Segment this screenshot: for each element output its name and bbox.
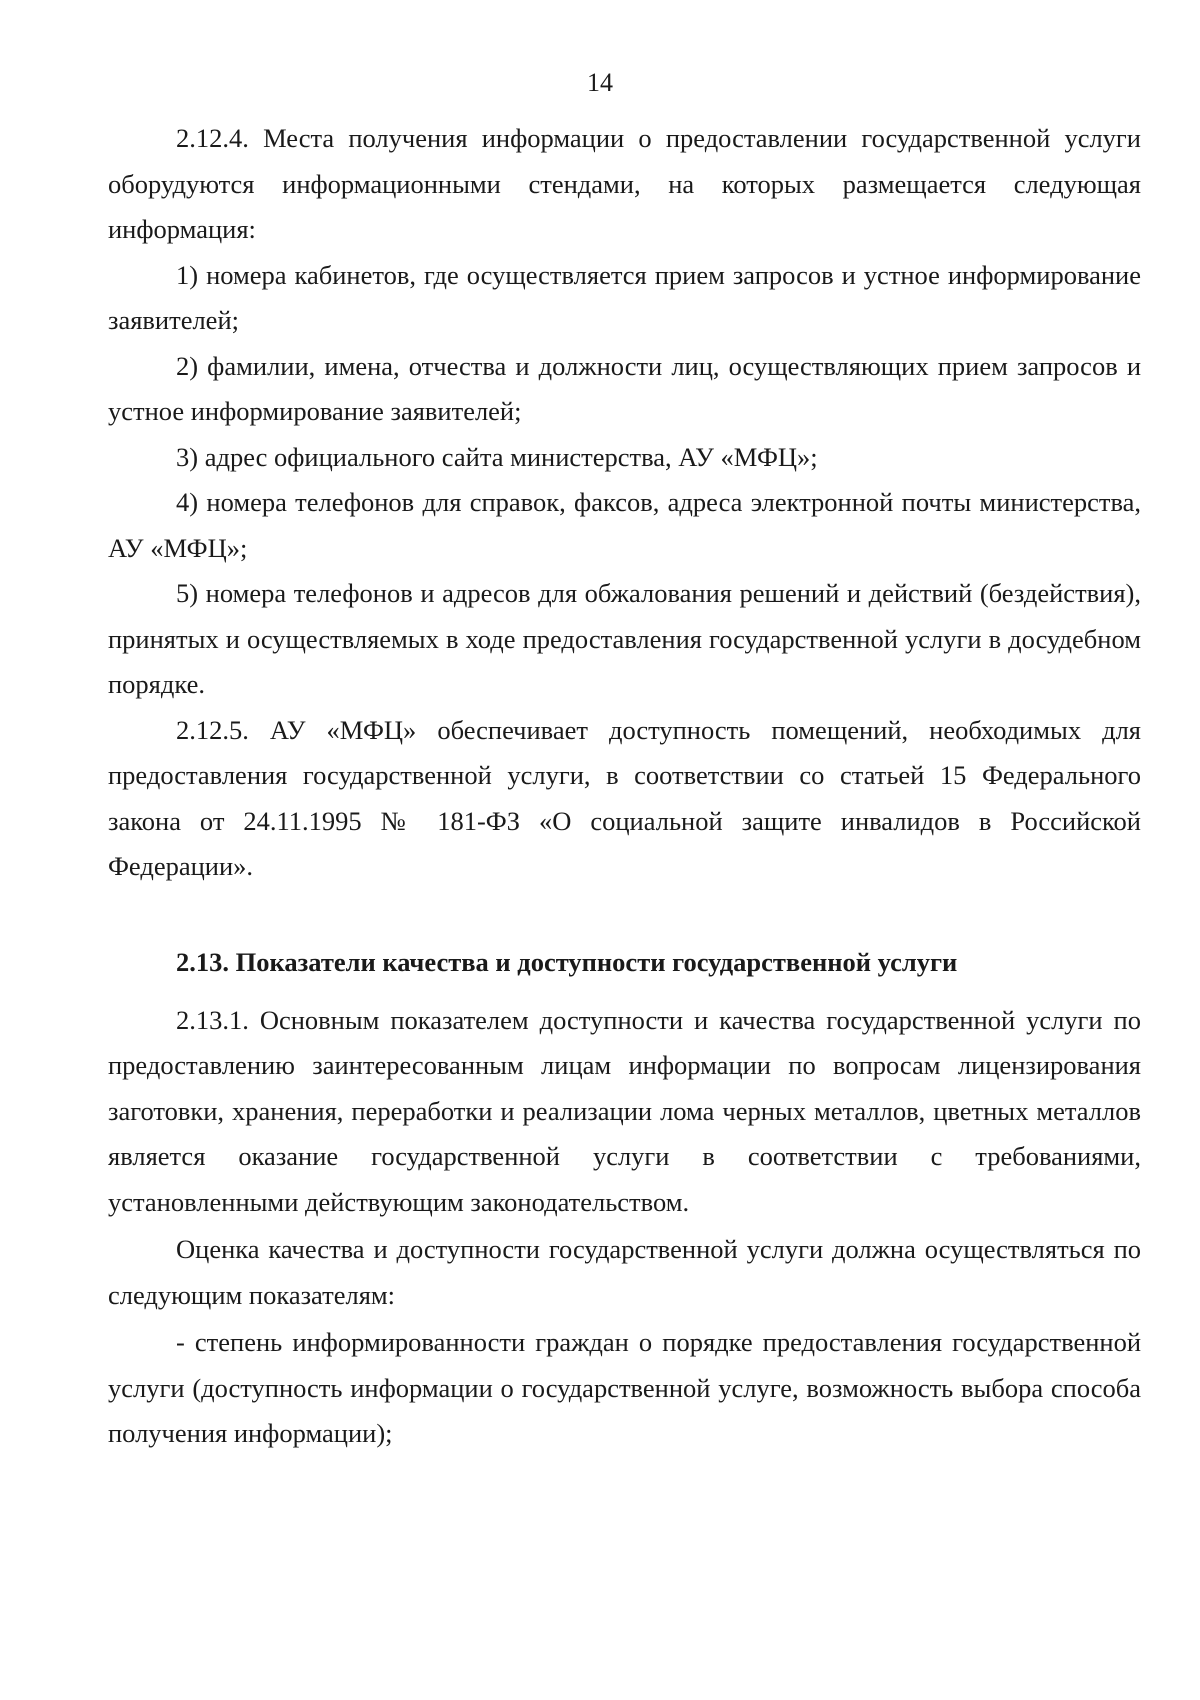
paragraph-assessment: Оценка качества и доступности государственной услуги должна осуществляться по следующим показателям: xyxy=(108,1234,1141,1310)
list-item-2: 2) фамилии, имена, отчества и должности лиц, осуществляющих прием запросов и устное информирование заявителей; xyxy=(108,350,1141,426)
list-item-5: 5) номера телефонов и адресов для обжалования решений и действий (бездействия), принятых и осуществляемых в ходе предоставления государственной услуги в досудебном порядке. xyxy=(108,578,1141,699)
page-number: 14 xyxy=(587,68,613,97)
list-item-indicator: - степень информированности граждан о порядке предоставления государственной услуги (доступность информации о государственной услуге, возможность выбора способа получения информации); xyxy=(108,1327,1141,1448)
list-item-4: 4) номера телефонов для справок, факсов, адреса электронной почты министерства, АУ «МФЦ»; xyxy=(108,487,1141,563)
list-item-1: 1) номера кабинетов, где осуществляется прием запросов и устное информирование заявителей; xyxy=(108,259,1141,335)
list-item-3: 3) адрес официального сайта министерства, АУ «МФЦ»; xyxy=(176,441,818,472)
document-body xyxy=(108,116,1141,1457)
paragraph-2-13-1: 2.13.1. Основным показателем доступности и качества государственной услуги по предоставлению заинтересованным лицам информации по вопросам лицензирования заготовки, хранения, переработки и реализации лома черных металлов, цветных металлов является оказание государственной услуги в соответствии с требованиями, установленными действующим законодательством. xyxy=(108,1004,1141,1217)
section-heading: 2.13. Показатели качества и доступности государственной услуги xyxy=(176,946,958,977)
paragraph-2-12-5: 2.12.5. АУ «МФЦ» обеспечивает доступность помещений, необходимых для предоставления государственной услуги, в соответствии со статьей 15 Федерального закона от 24.11.1995 № 181-ФЗ «О социальной защите инвалидов в Российской Федерации». xyxy=(108,714,1141,881)
paragraph-2-12-4: 2.12.4. Места получения информации о предоставлении государственной услуги оборудуются информационными стендами, на которых размещается следующая информация: xyxy=(108,123,1141,244)
